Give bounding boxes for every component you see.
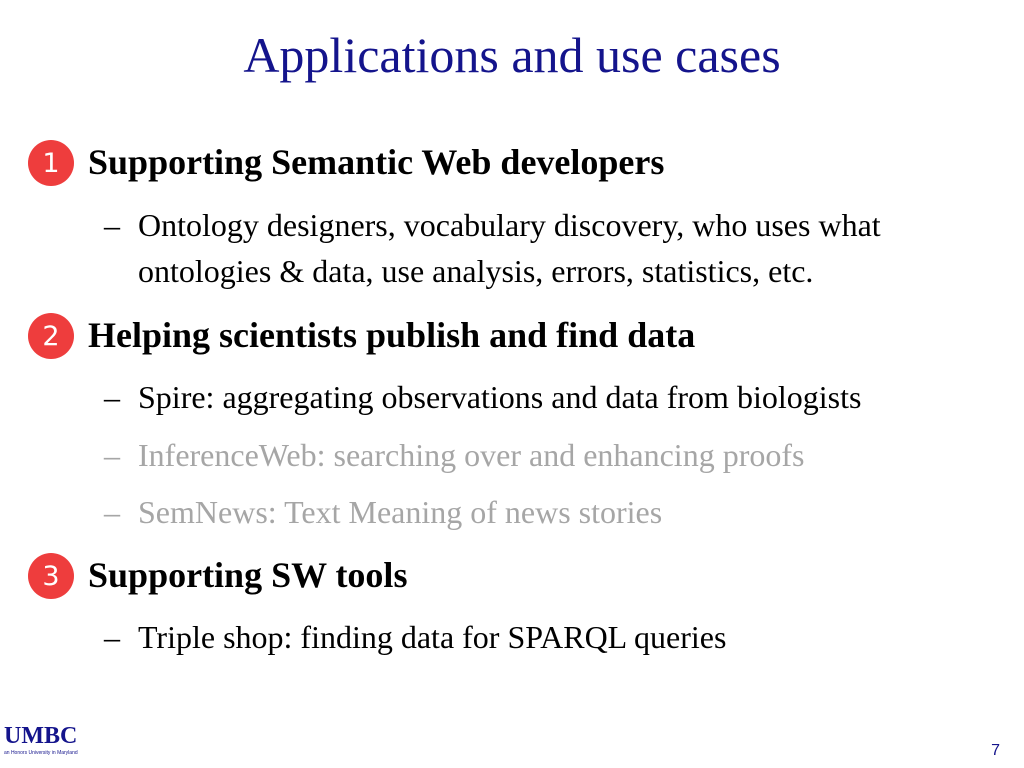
bullet-item-2 [28, 313, 1008, 359]
bullet-heading-1: Supporting Semantic Web developers [88, 142, 665, 183]
bullet-item-1 [28, 140, 1008, 186]
slide-title: Applications and use cases [243, 27, 781, 83]
sub-bullet-text: Triple shop: finding data for SPARQL queries [138, 619, 727, 655]
sub-bullet-2-3 [104, 489, 1009, 535]
dash-marker: – [104, 437, 120, 473]
dash-marker: – [104, 379, 120, 415]
bullet-heading-2: Helping scientists publish and find data [88, 315, 696, 356]
sub-bullet-text: SemNews: Text Meaning of news stories [138, 494, 663, 530]
sub-bullet-text: Spire: aggregating observations and data from biologists [138, 379, 862, 415]
dash-marker: – [104, 619, 120, 655]
sub-bullet-2-1 [104, 374, 1009, 420]
bullet-heading-3: Supporting SW tools [88, 555, 408, 596]
page-number: 7 [991, 742, 1000, 759]
sub-bullet-1-1 [104, 202, 1009, 295]
number-badge-1: 1 [28, 140, 74, 186]
sub-bullet-2-2 [104, 432, 1009, 478]
dash-marker: – [104, 494, 120, 530]
umbc-logo [4, 724, 94, 756]
bullet-item-3 [28, 553, 1008, 599]
sub-bullet-text: InferenceWeb: searching over and enhancing proofs [138, 437, 805, 473]
logo-tagline: an Honors University in Maryland [4, 750, 78, 756]
logo-text: UMBC [4, 723, 78, 749]
sub-bullet-text: Ontology designers, vocabulary discovery, who uses what ontologies & data, use analysis, errors, statistics, etc. [138, 207, 881, 290]
sub-bullet-3-1 [104, 614, 1009, 660]
number-badge-3: 3 [28, 553, 74, 599]
number-badge-2: 2 [28, 313, 74, 359]
dash-marker: – [104, 207, 120, 243]
